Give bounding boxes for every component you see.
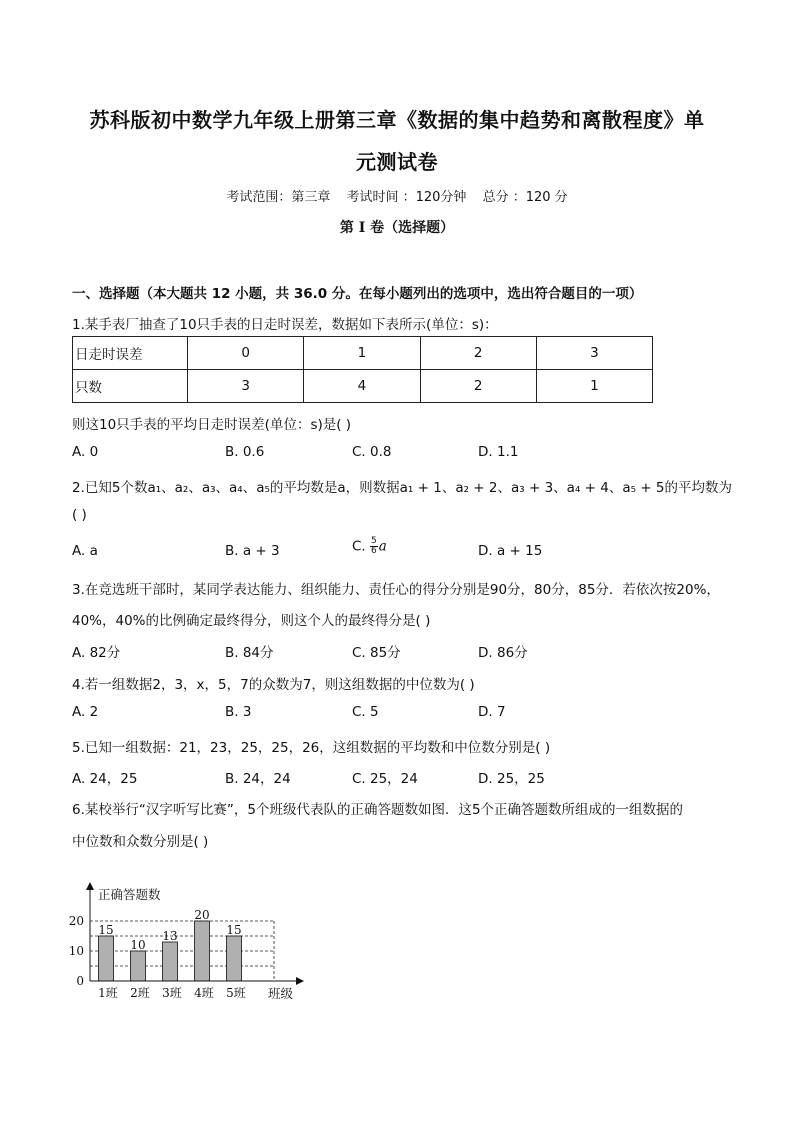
table-cell: 2 xyxy=(420,337,536,370)
table-cell: 0 xyxy=(188,337,304,370)
bar xyxy=(99,936,114,981)
fraction-numerator: 5 xyxy=(371,536,377,546)
table-cell: 3 xyxy=(188,370,304,403)
q3-stem: 3.在竞选班干部时，某同学表达能力、组织能力、责任心的得分分别是90分，80分，85分．若依次按20%， xyxy=(72,582,720,598)
table-cell: 4 xyxy=(304,370,420,403)
table-header-label: 日走时误差 xyxy=(73,337,188,370)
q3-stem-cont: 40%，40%的比例确定最终得分，则这个人的最终得分是( ) xyxy=(72,613,431,629)
table-cell: 3 xyxy=(536,337,652,370)
q5-stem: 5.已知一组数据：21，23，25，25，26，这组数据的平均数和中位数分别是( ) xyxy=(72,740,551,756)
y-tick-label: 0 xyxy=(76,974,84,988)
x-tick-label: 2班 xyxy=(130,986,150,1000)
bar xyxy=(131,951,146,981)
q2-stem: 2.已知5个数a₁、a₂、a₃、a₄、a₅的平均数是a，则数据a₁ + 1、a₂ + 2、a₃ + 3、a₄ + 4、a₅ + 5的平均数为 xyxy=(72,480,733,496)
q6-stem-cont: 中位数和众数分别是( ) xyxy=(72,834,209,850)
y-tick-label: 20 xyxy=(68,914,84,928)
bar xyxy=(227,936,242,981)
q2-option-d[interactable]: D. a + 15 xyxy=(478,543,543,559)
data-label: 15 xyxy=(226,923,242,937)
table-row xyxy=(73,337,653,370)
bar xyxy=(163,942,178,981)
q1-option-a[interactable]: A. 0 xyxy=(72,444,99,460)
exam-total: 总分 ：120 分 xyxy=(482,190,568,205)
volume-heading: 第 I 卷（选择题） xyxy=(339,220,455,236)
q3-option-d[interactable]: D. 86分 xyxy=(478,645,528,661)
exam-range: 考试范围：第三章 xyxy=(226,190,331,205)
page-title-line1: 苏科版初中数学九年级上册第三章《数据的集中趋势和离散程度》单 xyxy=(89,108,705,132)
exam-time: 考试时间 ：120分钟 xyxy=(346,190,467,205)
q1-stem: 1.某手表厂抽查了10只手表的日走时误差，数据如下表所示(单位：s)： xyxy=(72,317,498,333)
y-axis-arrow xyxy=(86,882,94,890)
fraction-denominator: 6 xyxy=(371,546,377,556)
y-axis-label: 正确答题数 xyxy=(98,887,161,902)
x-tick-label: 5班 xyxy=(226,986,246,1000)
table-row-label: 只数 xyxy=(73,370,188,403)
table-cell: 1 xyxy=(536,370,652,403)
q4-option-b[interactable]: B. 3 xyxy=(225,704,252,720)
q1-table xyxy=(72,336,653,403)
q2-option-a[interactable]: A. a xyxy=(72,543,98,559)
q2-option-c-fraction xyxy=(370,537,378,556)
q1-option-c[interactable]: C. 0.8 xyxy=(352,444,392,460)
q3-option-b[interactable]: B. 84分 xyxy=(225,645,274,661)
q2-option-c-prefix: C. xyxy=(352,538,366,555)
q2-stem-cont: ( ) xyxy=(72,507,87,523)
q3-option-a[interactable]: A. 82分 xyxy=(72,645,121,661)
q2-option-b[interactable]: B. a + 3 xyxy=(225,543,280,559)
q5-option-d[interactable]: D. 25，25 xyxy=(478,771,545,787)
q1-option-b[interactable]: B. 0.6 xyxy=(225,444,265,460)
x-axis-arrow xyxy=(296,977,304,985)
x-tick-label: 3班 xyxy=(162,986,182,1000)
q4-option-c[interactable]: C. 5 xyxy=(352,704,379,720)
q1-option-d[interactable]: D. 1.1 xyxy=(478,444,519,460)
q2-option-c[interactable] xyxy=(352,537,387,556)
q5-option-c[interactable]: C. 25，24 xyxy=(352,771,418,787)
data-label: 10 xyxy=(130,938,146,952)
q5-option-a[interactable]: A. 24，25 xyxy=(72,771,138,787)
q4-option-a[interactable]: A. 2 xyxy=(72,704,99,720)
bar xyxy=(195,921,210,981)
q6-bar-chart xyxy=(62,880,322,1010)
q2-option-c-var: a xyxy=(378,538,387,555)
data-label: 13 xyxy=(162,929,178,943)
data-label: 15 xyxy=(98,923,114,937)
x-tick-label: 1班 xyxy=(98,986,118,1000)
section-heading: 一、选择题（本大题共 12 小题，共 36.0 分。在每小题列出的选项中，选出符合题目的一项） xyxy=(72,286,643,302)
q6-stem: 6.某校举行“汉字听写比赛”，5个班级代表队的正确答题数如图．这5个正确答题数所组成的一组数据的 xyxy=(72,802,684,818)
q4-option-d[interactable]: D. 7 xyxy=(478,704,506,720)
x-axis-label: 班级 xyxy=(268,986,294,1001)
data-label: 20 xyxy=(194,908,210,922)
q1-followup: 则这10只手表的平均日走时误差(单位：s)是( ) xyxy=(72,417,352,433)
q4-stem: 4.若一组数据2，3，x，5，7的众数为7，则这组数据的中位数为( ) xyxy=(72,677,475,693)
table-row xyxy=(73,370,653,403)
table-cell: 2 xyxy=(420,370,536,403)
y-tick-label: 10 xyxy=(68,944,84,958)
q5-option-b[interactable]: B. 24，24 xyxy=(225,771,291,787)
exam-meta xyxy=(0,186,794,205)
table-cell: 1 xyxy=(304,337,420,370)
page-title-line2: 元测试卷 xyxy=(356,150,438,174)
x-tick-label: 4班 xyxy=(194,986,214,1000)
q3-option-c[interactable]: C. 85分 xyxy=(352,645,401,661)
